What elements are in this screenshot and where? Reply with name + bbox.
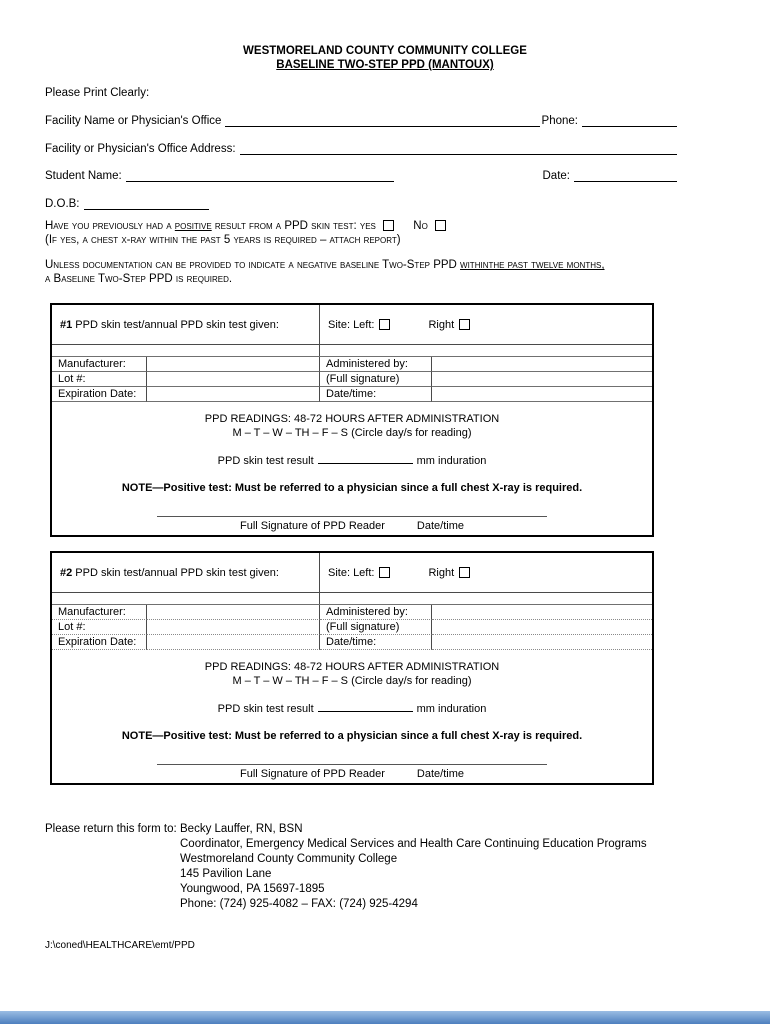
- expiration-date-value-1[interactable]: [147, 387, 320, 402]
- facility-address-row: [45, 139, 677, 155]
- datetime-caption: Date/time: [416, 768, 464, 780]
- facility-address-input-line[interactable]: [240, 141, 677, 155]
- manufacturer-label: Manufacturer:: [52, 357, 147, 372]
- expiration-date-label: Expiration Date:: [52, 635, 147, 650]
- no-label: No: [413, 220, 428, 232]
- box2-readings-section: [52, 650, 652, 781]
- site-left-checkbox-1[interactable]: [379, 319, 390, 330]
- form-title-line2: BASELINE TWO-STEP PPD (MANTOUX): [276, 59, 494, 71]
- full-signature-value-2[interactable]: [432, 620, 652, 635]
- ppd-test-box-1: [50, 303, 654, 537]
- signature-captions: [52, 767, 652, 781]
- readings-days-line: M – T – W – TH – F – S (Circle day/s for reading): [232, 675, 472, 687]
- box1-site-cell: [320, 305, 652, 344]
- facility-address-label: Facility or Physician's Office Address:: [45, 143, 236, 155]
- datetime-value-2[interactable]: [432, 635, 652, 650]
- question-line1: [45, 220, 446, 234]
- dob-label: D.O.B:: [45, 198, 80, 210]
- question-line2: (If yes, a chest x-ray within the past 5 years is required – attach report): [45, 233, 401, 246]
- positive-test-note: NOTE—Positive test: Must be referred to a physician since a full chest X-ray is required.: [121, 730, 583, 742]
- lot-value-2[interactable]: [147, 620, 320, 635]
- no-checkbox[interactable]: [435, 220, 446, 231]
- date-input-line[interactable]: [574, 168, 677, 182]
- box1-header-row: [52, 305, 652, 345]
- dob-row: [45, 194, 677, 210]
- question-text: result from a PPD skin test: yes: [211, 220, 376, 232]
- lot-value-1[interactable]: [147, 372, 320, 387]
- spacer-cell: [52, 345, 320, 356]
- box2-title-cell: [52, 553, 320, 592]
- box2-header-row: [52, 553, 652, 593]
- student-name-input-line[interactable]: [126, 168, 394, 182]
- box2-site-cell: [320, 553, 652, 592]
- reader-signature-line-2[interactable]: [157, 764, 547, 765]
- manufacturer-label: Manufacturer:: [52, 605, 147, 620]
- box1-readings-section: [52, 402, 652, 533]
- result-row: [52, 452, 652, 468]
- site-right-label: Right: [428, 318, 455, 331]
- box1-title-cell: [52, 305, 320, 344]
- expiration-date-value-2[interactable]: [147, 635, 320, 650]
- contact-block: [180, 822, 647, 912]
- site-right-checkbox-1[interactable]: [459, 319, 470, 330]
- administered-by-label: Administered by:: [320, 357, 432, 372]
- readings-heading: PPD READINGS: 48-72 HOURS AFTER ADMINISTRATION: [204, 413, 500, 425]
- box1-spacer-row: [52, 345, 652, 357]
- result-prefix: PPD skin test result: [217, 703, 314, 715]
- question-underlined-word: positive: [174, 220, 212, 232]
- positive-history-question: [45, 220, 446, 247]
- yes-checkbox[interactable]: [383, 220, 394, 231]
- site-left-checkbox-2[interactable]: [379, 567, 390, 578]
- notice-text: Unless documentation can be provided to indicate a negative baseline Two-Step PPD: [45, 259, 461, 271]
- readings-heading: PPD READINGS: 48-72 HOURS AFTER ADMINISTRATION: [204, 661, 500, 673]
- site-left-label: Site: Left:: [328, 318, 375, 331]
- facility-name-label: Facility Name or Physician's Office: [45, 115, 222, 127]
- result-row: [52, 700, 652, 716]
- box2-number: #2: [60, 566, 73, 579]
- contact-line: Becky Lauffer, RN, BSN: [180, 823, 303, 835]
- box2-spacer-row: [52, 593, 652, 605]
- box1-fields-grid: [52, 357, 652, 402]
- box1-number: #1: [60, 318, 73, 331]
- box1-title-text: PPD skin test/annual PPD skin test given:: [72, 318, 279, 331]
- administered-by-value-2[interactable]: [432, 605, 652, 620]
- spacer-cell: [320, 593, 652, 604]
- manufacturer-value-1[interactable]: [147, 357, 320, 372]
- print-clearly-note: Please Print Clearly:: [45, 87, 150, 99]
- full-signature-value-1[interactable]: [432, 372, 652, 387]
- notice-line1: [45, 259, 605, 273]
- result-suffix: mm induration: [416, 455, 487, 467]
- contact-line: 145 Pavilion Lane: [180, 868, 272, 880]
- form-title-line1: WESTMORELAND COUNTY COMMUNITY COLLEGE: [243, 45, 527, 57]
- signature-captions: [52, 519, 652, 533]
- ppd-result-input-line-1[interactable]: [318, 452, 413, 464]
- return-to-label: Please return this form to:: [45, 823, 177, 835]
- spacer-cell: [52, 593, 320, 604]
- datetime-caption: Date/time: [416, 520, 464, 532]
- signature-caption: Full Signature of PPD Reader: [240, 520, 385, 532]
- datetime-label: Date/time:: [320, 635, 432, 650]
- facility-name-row: [45, 111, 677, 127]
- bottom-bar: [0, 1011, 770, 1024]
- signature-caption: Full Signature of PPD Reader: [240, 768, 385, 780]
- administered-by-value-1[interactable]: [432, 357, 652, 372]
- positive-test-note: NOTE—Positive test: Must be referred to a physician since a full chest X-ray is required.: [121, 482, 583, 494]
- question-text: Have you previously had a: [45, 220, 175, 232]
- expiration-date-label: Expiration Date:: [52, 387, 147, 402]
- datetime-value-1[interactable]: [432, 387, 652, 402]
- site-right-checkbox-2[interactable]: [459, 567, 470, 578]
- facility-name-input-line[interactable]: [225, 113, 539, 127]
- readings-days-line: M – T – W – TH – F – S (Circle day/s for reading): [232, 427, 472, 439]
- phone-label: Phone:: [541, 115, 578, 127]
- file-path-footnote: J:\coned\HEALTHCARE\emt/PPD: [45, 940, 195, 951]
- spacer-cell: [320, 345, 652, 356]
- result-prefix: PPD skin test result: [217, 455, 314, 467]
- dob-input-line[interactable]: [84, 196, 209, 210]
- reader-signature-line-1[interactable]: [157, 516, 547, 517]
- box2-fields-grid: [52, 605, 652, 650]
- student-name-row: [45, 166, 677, 182]
- full-signature-label: (Full signature): [320, 620, 432, 635]
- student-name-label: Student Name:: [45, 170, 122, 182]
- administered-by-label: Administered by:: [320, 605, 432, 620]
- manufacturer-value-2[interactable]: [147, 605, 320, 620]
- ppd-result-input-line-2[interactable]: [318, 700, 413, 712]
- site-left-label: Site: Left:: [328, 566, 375, 579]
- phone-input-line[interactable]: [582, 113, 677, 127]
- ppd-test-box-2: [50, 551, 654, 785]
- full-signature-label: (Full signature): [320, 372, 432, 387]
- contact-line: Coordinator, Emergency Medical Services and Health Care Continuing Education Programs: [180, 838, 647, 850]
- date-label: Date:: [542, 170, 570, 182]
- return-instructions: [45, 822, 647, 912]
- baseline-requirement-notice: [45, 259, 605, 286]
- box2-title-text: PPD skin test/annual PPD skin test given:: [72, 566, 279, 579]
- form-title: [0, 44, 770, 72]
- result-suffix: mm induration: [416, 703, 487, 715]
- contact-line: Phone: (724) 925-4082 – FAX: (724) 925-4294: [180, 898, 418, 910]
- notice-line2: a Baseline Two-Step PPD is required.: [45, 272, 233, 285]
- lot-label: Lot #:: [52, 372, 147, 387]
- contact-line: Westmoreland County Community College: [180, 853, 398, 865]
- notice-underlined-phrase: withinthe past twelve months,: [460, 259, 605, 271]
- datetime-label: Date/time:: [320, 387, 432, 402]
- contact-line: Youngwood, PA 15697-1895: [180, 883, 325, 895]
- site-right-label: Right: [428, 566, 455, 579]
- lot-label: Lot #:: [52, 620, 147, 635]
